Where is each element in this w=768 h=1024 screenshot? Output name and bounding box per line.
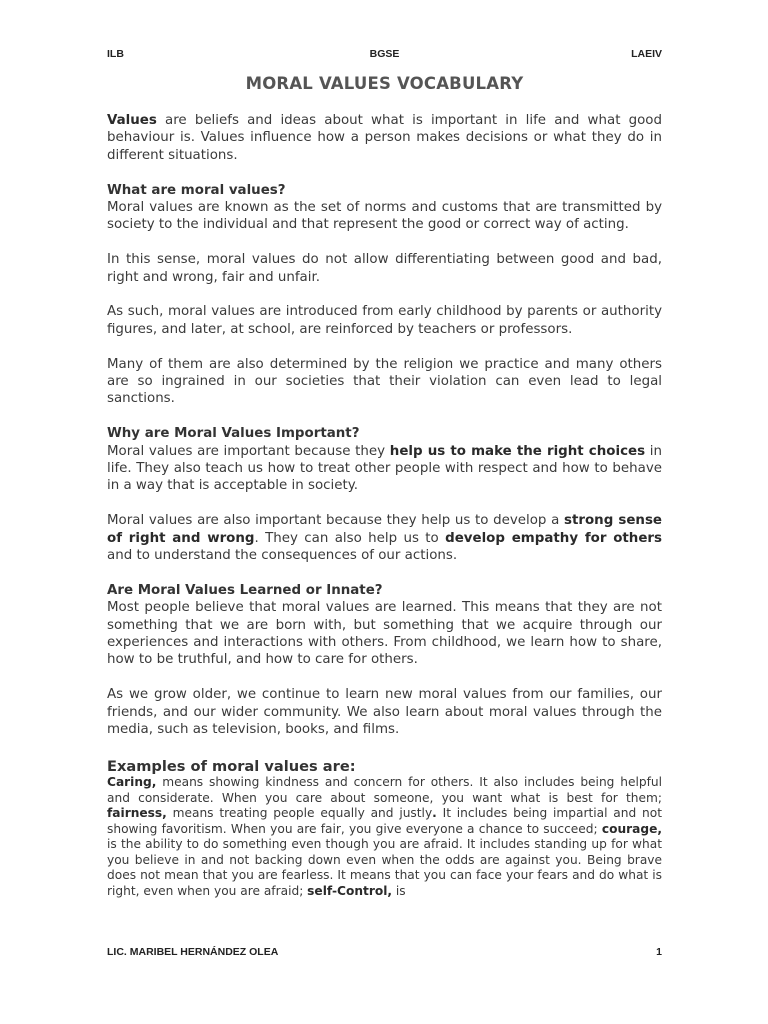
examples-paragraph — [107, 775, 662, 900]
text-run: Moral values are also important because they help us to develop a — [107, 513, 564, 529]
text-run: is — [392, 884, 406, 899]
emphasis-run: strong sense of right and wrong — [107, 513, 662, 546]
text-run: means showing kindness and concern for others. It also includes being helpful and considerate. When you care about someone, you want what is best for them; — [107, 774, 662, 805]
section-heading-learned: Are Moral Values Learned or Innate? — [107, 582, 383, 598]
text-run: Moral values are important because they — [107, 443, 390, 459]
section2-paragraph-2 — [107, 512, 662, 564]
term-courage: courage, — [601, 821, 662, 836]
footer-author: LIC. MARIBEL HERNÁNDEZ OLEA — [107, 946, 279, 958]
section1-paragraph-1: Moral values are known as the set of norms and customs that are transmitted by society to the individual and that represent the good or correct way of acting. — [107, 200, 662, 233]
page-title: MORAL VALUES VOCABULARY — [245, 74, 524, 93]
intro-paragraph — [107, 112, 662, 164]
text-run: is the ability to do something even though you are afraid. It includes standing up for what you believe in and not backing down even when the odds are against you. Being brave does not mean that you are fearless. It means that you can face your fears and do what is right, even when you are afraid; — [107, 837, 662, 899]
section3-paragraph-2: As we grow older, we continue to learn new moral values from our families, our friends, and our wider community. We also learn about moral values through the media, such as television, books, and films. — [107, 687, 662, 738]
header-center: BGSE — [369, 48, 400, 60]
term-caring: Caring, — [107, 774, 157, 789]
emphasis-run: develop empathy for others — [445, 530, 662, 546]
section2-paragraph-1 — [107, 443, 662, 495]
document-page — [107, 0, 662, 1024]
section-heading-what: What are moral values? — [107, 182, 286, 198]
page-footer — [107, 946, 662, 962]
section3-paragraph-1: Most people believe that moral values are learned. This means that they are not something that we are born with, but something that we acquire through our experiences and interactions with others. From childhood, we learn how to share, how to be truthful, and how to care for others. — [107, 600, 662, 668]
examples-heading: Examples of moral values are: — [107, 757, 356, 775]
header-left: ILB — [107, 48, 124, 60]
header-right: LAEIV — [631, 48, 662, 60]
intro-term: Values — [107, 113, 157, 128]
section-heading-why: Why are Moral Values Important? — [107, 426, 360, 442]
text-run: . They can also help us to — [254, 530, 446, 546]
text-run: in life. They also teach us how to treat other people with respect and how to behave in a way that is acceptable in society. — [107, 443, 662, 494]
term-self-control: self-Control, — [307, 884, 393, 899]
text-run: and to understand the consequences of our actions. — [107, 548, 458, 564]
text-run: . — [432, 806, 437, 821]
section1-paragraph-3: As such, moral values are introduced from early childhood by parents or authority figures, and later, at school, are reinforced by teachers or professors. — [107, 304, 662, 337]
page-number: 1 — [656, 946, 662, 958]
text-run: It includes being impartial and not showing favoritism. When you are fair, you give everyone a chance to succeed; — [107, 806, 662, 836]
section1-paragraph-2: In this sense, moral values do not allow differentiating between good and bad, right and wrong, fair and unfair. — [107, 252, 662, 285]
page-header — [107, 48, 662, 64]
intro-text: are beliefs and ideas about what is important in life and what good behaviour is. Values influence how a person makes decisions or what they do in different situations. — [107, 113, 662, 163]
emphasis-run: help us to make the right choices — [389, 443, 646, 459]
term-fairness: fairness, — [107, 806, 167, 821]
document-body — [107, 112, 662, 900]
text-run: means treating people equally and justly — [166, 806, 433, 821]
section1-paragraph-4: Many of them are also determined by the religion we practice and many others are so ingrained in our societies that their violation can even lead to legal sanctions. — [107, 356, 662, 407]
